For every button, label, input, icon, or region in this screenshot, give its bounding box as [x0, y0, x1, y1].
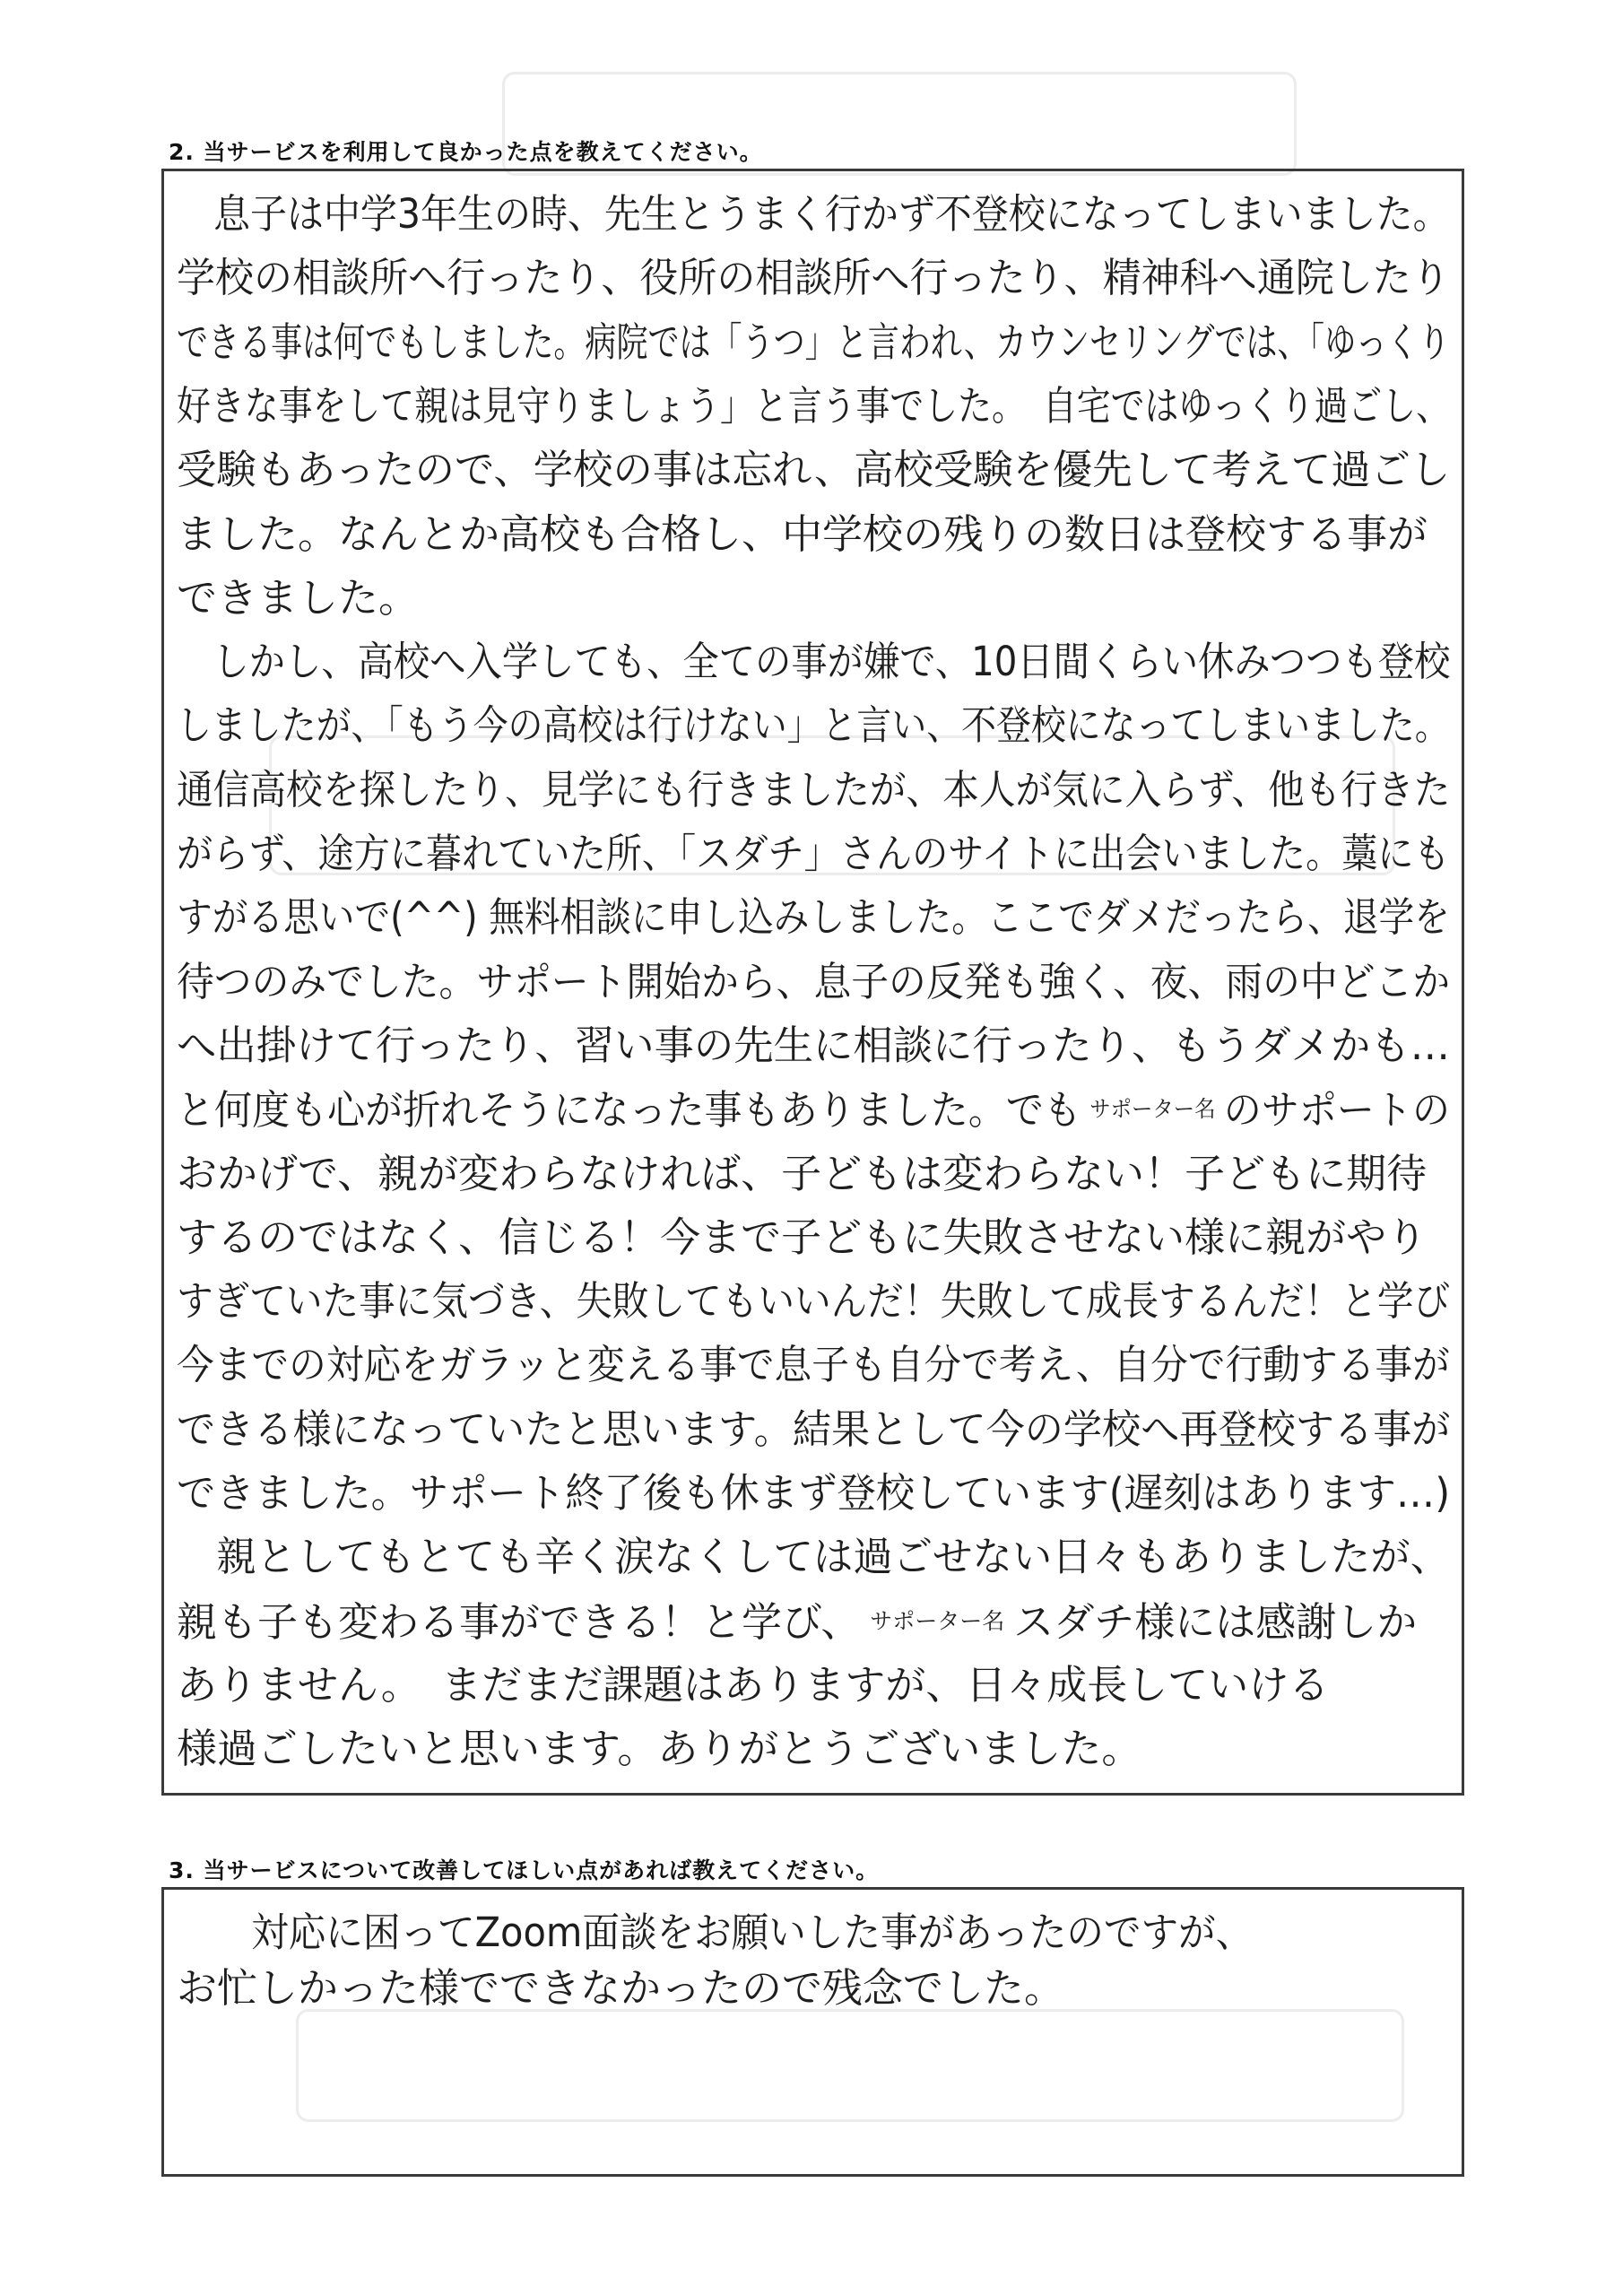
handwritten-line-text: するのではなく、信じる！今まで子どもに失敗させない様に親がやり: [177, 1213, 1428, 1261]
handwritten-line: [177, 829, 1450, 879]
handwritten-line: [177, 1724, 1141, 1774]
handwritten-line: [177, 1596, 1417, 1648]
handwritten-line-text: 受験もあったので、学校の事は忘れ、高校受験を優先して考えて過ごし: [177, 446, 1451, 494]
handwritten-line-text: へ出掛けて行ったり、習い事の先生に相談に行ったり、もうダメかも…: [177, 1021, 1450, 1069]
handwritten-line-text: できました。: [177, 573, 420, 622]
handwritten-line: [177, 573, 419, 623]
handwritten-line-text: と何度も心が折れそうになった事もありました。でも: [177, 1086, 1081, 1135]
handwritten-line-text: スダチ様には感謝しか: [1013, 1597, 1418, 1646]
handwritten-line: [177, 1276, 1450, 1326]
section-2-heading: 2. 当サービスを利用して良かった点を教えてください。: [169, 139, 763, 165]
handwritten-line: [177, 892, 1450, 943]
handwritten-line-text: のサポートの: [1223, 1086, 1451, 1135]
handwritten-line-text: できる様になっていたと思います。結果として今の学校へ再登校する事が: [177, 1405, 1451, 1453]
handwritten-line-text: できました。サポート終了後も休まず登校しています(遅刻はあります…): [177, 1469, 1451, 1517]
handwritten-line: [177, 189, 1450, 239]
handwritten-line: [177, 1963, 1064, 2013]
handwritten-line: [177, 381, 1450, 431]
handwritten-line: [177, 637, 1450, 687]
handwritten-line-text: 好きな事をして親は見守りましょう」と言う事でした。 自宅ではゆっくり過ごし、: [177, 381, 1451, 430]
handwritten-line: [177, 700, 1450, 751]
handwritten-line-text: 親も子も変わる事ができる！と学び、: [177, 1597, 862, 1646]
handwritten-line: [177, 1468, 1450, 1518]
handwritten-line-text: しかし、高校へ入学しても、全ての事が嫌で、10日間くらい休みつつも登校: [177, 638, 1451, 686]
handwritten-line: [177, 1340, 1450, 1390]
handwritten-line: [177, 1149, 1427, 1199]
handwritten-line-text: 息子は中学3年生の時、先生とうまく行かず不登校になってしまいました。: [177, 190, 1450, 238]
handwritten-line-text: できる事は何でもしました。病院では「うつ」と言われ、カウンセリングでは、「ゆっくり: [177, 317, 1450, 366]
handwritten-line-text: おかげで、親が変わらなければ、子どもは変わらない！子どもに期待: [177, 1149, 1428, 1197]
handwritten-line: [177, 1908, 1253, 1958]
handwritten-line: [177, 957, 1450, 1007]
handwritten-line-text: 通信高校を探したり、見学にも行きましたが、本人が気に入らず、他も行きた: [177, 765, 1451, 813]
handwritten-line: [177, 1660, 1329, 1710]
handwritten-line-text: 待つのみでした。サポート開始から、息子の反発も強く、夜、雨の中どこか: [177, 957, 1451, 1005]
handwritten-line-text: 親としてもとても辛く涙なくしては過ごせない日々もありましたが、: [177, 1533, 1450, 1581]
handwritten-line: [177, 1213, 1427, 1263]
handwritten-line: [177, 1532, 1450, 1582]
handwritten-line-text: ました。なんとか高校も合格し、中学校の残りの数日は登校する事が: [177, 509, 1428, 558]
handwritten-line-text: ありません。 まだまだ課題はありますが、日々成長していける: [177, 1660, 1330, 1709]
section-3-answer-box: [161, 1887, 1464, 2177]
redacted-supporter-name: サポーター名: [1089, 1097, 1216, 1123]
handwritten-line: [177, 253, 1450, 303]
handwritten-line-text: 学校の相談所へ行ったり、役所の相談所へ行ったり、精神科へ通院したり: [177, 254, 1450, 302]
handwritten-line-text: 様過ごしたいと思います。ありがとうございました。: [177, 1725, 1142, 1773]
handwritten-line: [177, 1021, 1450, 1071]
handwritten-line: [177, 509, 1428, 560]
section-2-answer-box: [161, 169, 1464, 1796]
handwritten-line: [177, 445, 1450, 495]
handwritten-line-text: がらず、途方に暮れていた所、「スダチ」さんのサイトに出会いました。藁にも: [177, 830, 1450, 877]
handwritten-line-text: 対応に困ってZoom面談をお願いした事があったのですが、: [177, 1909, 1254, 1956]
handwritten-line: [177, 1405, 1450, 1455]
handwritten-line-text: お忙しかった様でできなかったので残念でした。: [177, 1964, 1065, 2012]
handwritten-line-text: 今までの対応をガラッと変える事で息子も自分で考え、自分で行動する事が: [177, 1341, 1450, 1389]
handwritten-line-text: すがる思いで(^^) 無料相談に申し込みしました。ここでダメだったら、退学を: [177, 893, 1450, 942]
handwritten-line: [177, 765, 1450, 815]
handwritten-line-text: しましたが、「もう今の高校は行けない」と言い、不登校になってしまいました。: [177, 701, 1450, 750]
handwritten-line: [177, 317, 1450, 368]
handwritten-line: [177, 1084, 1450, 1135]
handwritten-line-text: すぎていた事に気づき、失敗してもいいんだ！失敗して成長するんだ！と学び: [177, 1277, 1451, 1326]
redacted-supporter-name: サポーター名: [870, 1608, 1005, 1634]
section-3-heading: 3. 当サービスについて改善してほしい点があれば教えてください。: [169, 1857, 880, 1883]
